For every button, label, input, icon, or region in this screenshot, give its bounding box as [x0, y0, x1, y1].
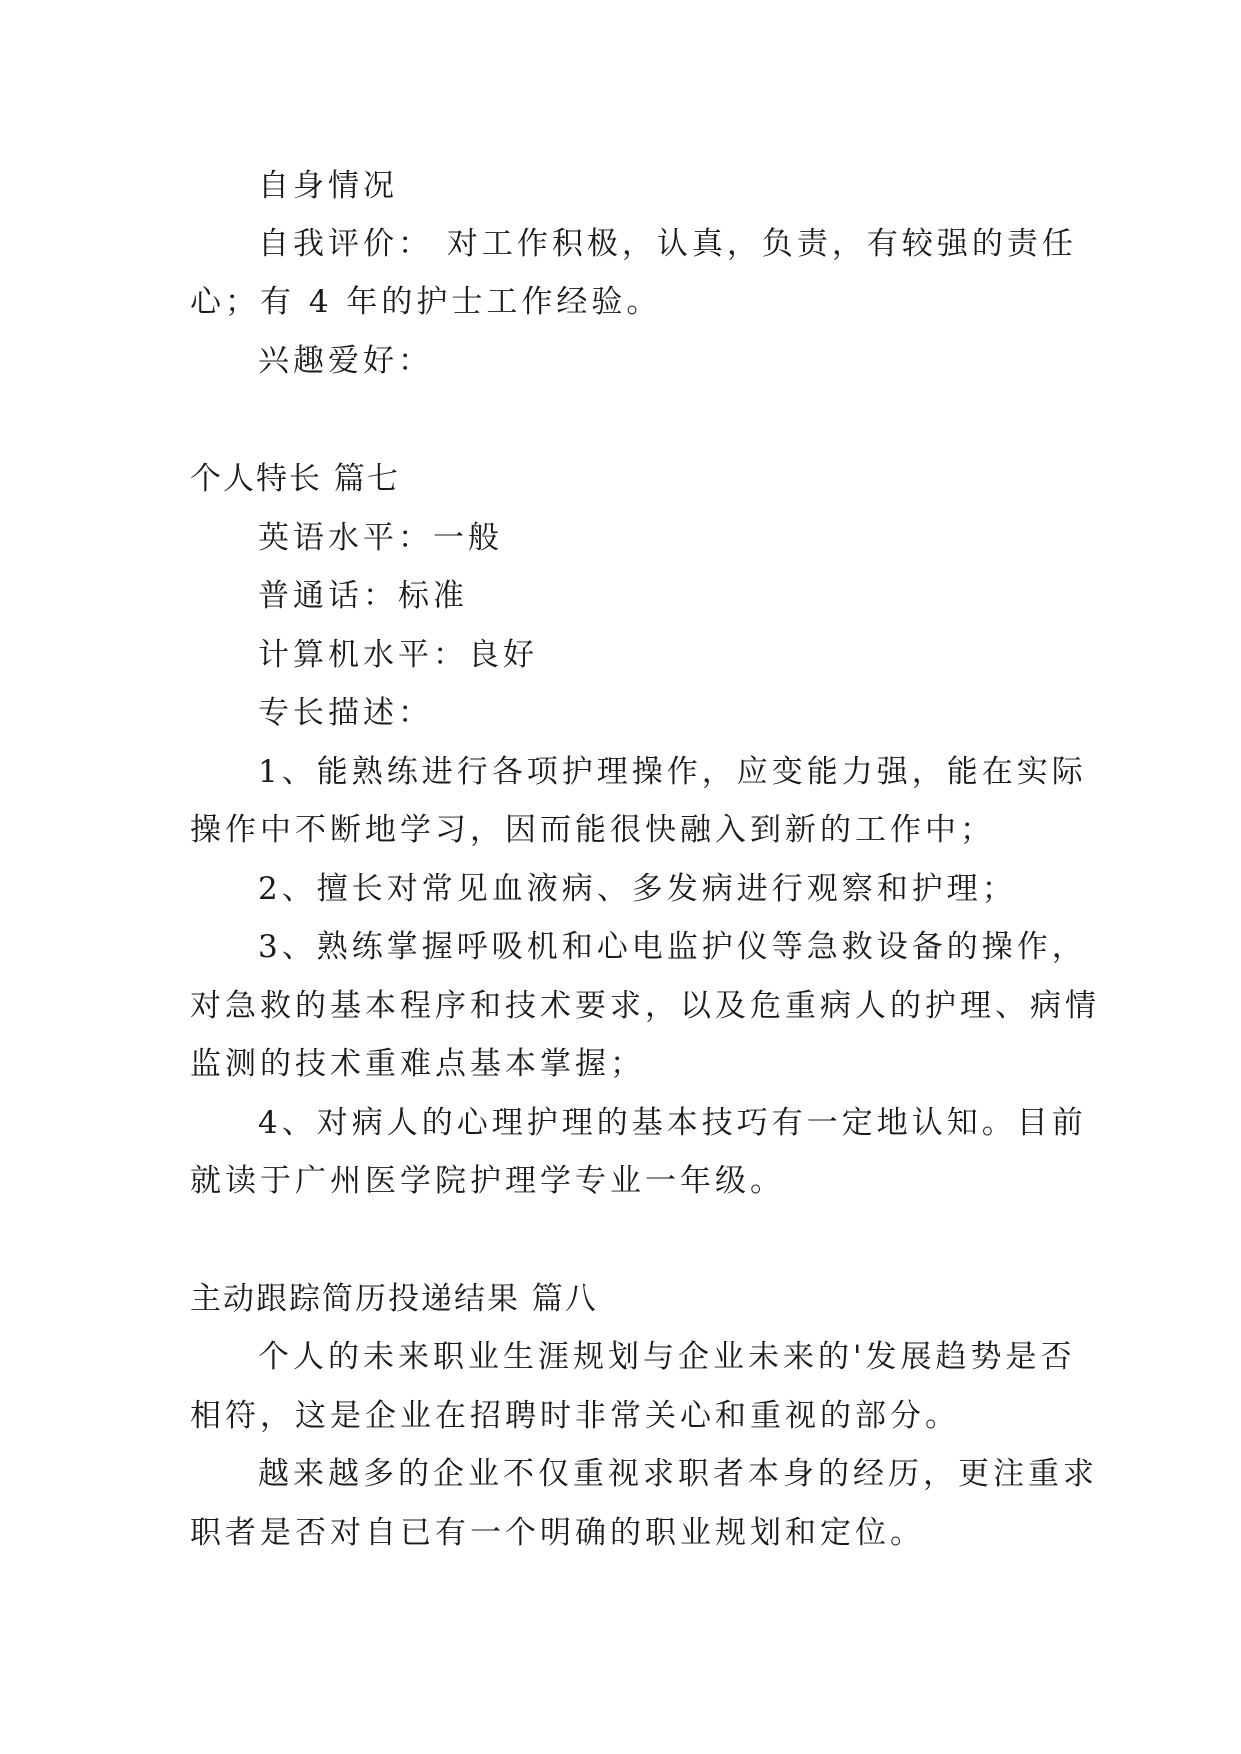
paragraph-line: 英语水平：一般 [258, 520, 503, 556]
paragraph-line: 普通话：标准 [258, 578, 468, 614]
paragraph-line: 职者是否对自已有一个明确的职业规划和定位。 [190, 1515, 925, 1551]
paragraph-line: 操作中不断地学习，因而能很快融入到新的工作中； [190, 812, 995, 848]
paragraph-line: 自身情况 [258, 168, 398, 204]
paragraph-line: 4、对病人的心理护理的基本技巧有一定地认知。目前 [258, 1105, 1087, 1141]
paragraph-line: 个人的未来职业生涯规划与企业未来的'发展趋势是否 [258, 1339, 1076, 1375]
paragraph-line: 心；有 4 年的护士工作经验。 [190, 284, 662, 320]
section-heading: 主动跟踪简历投递结果 篇八 [190, 1281, 598, 1317]
section-heading: 个人特长 篇七 [190, 461, 400, 497]
paragraph-line: 相符，这是企业在招聘时非常关心和重视的部分。 [190, 1398, 960, 1434]
paragraph-line: 计算机水平：良好 [258, 637, 538, 673]
paragraph-line: 2、擅长对常见血液病、多发病进行观察和护理； [258, 871, 1017, 907]
paragraph-line: 自我评价： 对工作积极，认真，负责，有较强的责任 [258, 226, 1077, 262]
paragraph-line: 1、能熟练进行各项护理操作，应变能力强，能在实际 [258, 754, 1087, 790]
paragraph-line: 对急救的基本程序和技术要求，以及危重病人的护理、病情 [190, 988, 1100, 1024]
paragraph-line: 专长描述： [258, 695, 433, 731]
paragraph-line: 就读于广州医学院护理学专业一年级。 [190, 1163, 785, 1199]
paragraph-line: 兴趣爱好： [258, 343, 433, 379]
paragraph-line: 越来越多的企业不仅重视求职者本身的经历，更注重求 [258, 1456, 1098, 1492]
paragraph-line: 3、熟练掌握呼吸机和心电监护仪等急救设备的操作， [258, 929, 1087, 965]
paragraph-line: 监测的技术重难点基本掌握； [190, 1046, 645, 1082]
